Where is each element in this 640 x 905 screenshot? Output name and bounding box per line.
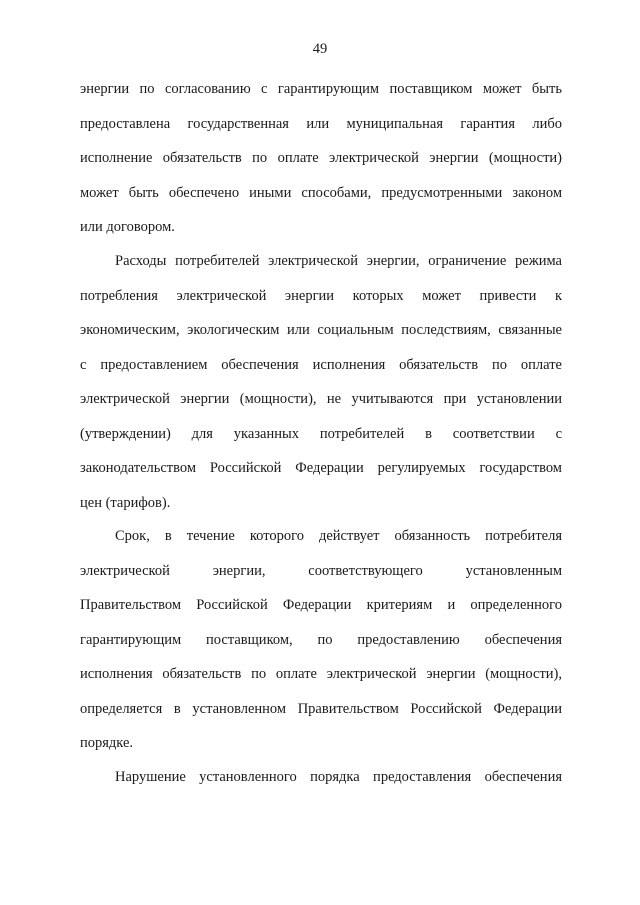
text-line: (утверждении) для указанных потребителей в соответствии с: [80, 425, 562, 442]
text-line: потребления электрической энергии которых может привести к: [80, 287, 562, 304]
text-line: гарантирующим поставщиком, по предоставлению обеспечения: [80, 631, 562, 648]
text-line: исполнения обязательств по оплате электрической энергии (мощности),: [80, 666, 562, 682]
text-line: энергии по согласованию с гарантирующим поставщиком может быть: [80, 81, 562, 97]
text-line: экономическим, экологическим или социальным последствиям, связанные: [80, 322, 562, 338]
paragraph-3: [80, 519, 562, 761]
page-number: 49: [312, 41, 328, 57]
text-line: порядке.: [80, 735, 134, 751]
text-line: Расходы потребителей электрической энергии, ограничение режима: [115, 253, 562, 269]
text-line: может быть обеспечено иными способами, предусмотренными законом: [80, 184, 562, 201]
text-line: Срок, в течение которого действует обязанность потребителя: [115, 528, 562, 544]
text-line: цен (тарифов).: [80, 494, 171, 511]
text-line: с предоставлением обеспечения исполнения обязательств по оплате: [80, 356, 562, 373]
paragraph-2: [80, 244, 562, 520]
text-line: или договором.: [80, 219, 175, 235]
text-line: законодательством Российской Федерации регулируемых государством: [80, 460, 562, 476]
text-line: электрической энергии, соответствующего установленным: [80, 562, 562, 579]
text-line: исполнение обязательств по оплате электрической энергии (мощности): [80, 150, 562, 166]
text-line: определяется в установленном Правительством Российской Федерации: [80, 700, 562, 717]
text-line: предоставлена государственная или муниципальная гарантия либо: [80, 115, 562, 132]
paragraph-1: [80, 72, 562, 245]
text-line: Правительством Российской Федерации критериям и определенного: [80, 597, 562, 613]
text-line: Нарушение установленного порядка предоставления обеспечения: [115, 769, 562, 785]
text-line: электрической энергии (мощности), не учитываются при установлении: [80, 391, 562, 407]
paragraph-4: [80, 760, 562, 795]
